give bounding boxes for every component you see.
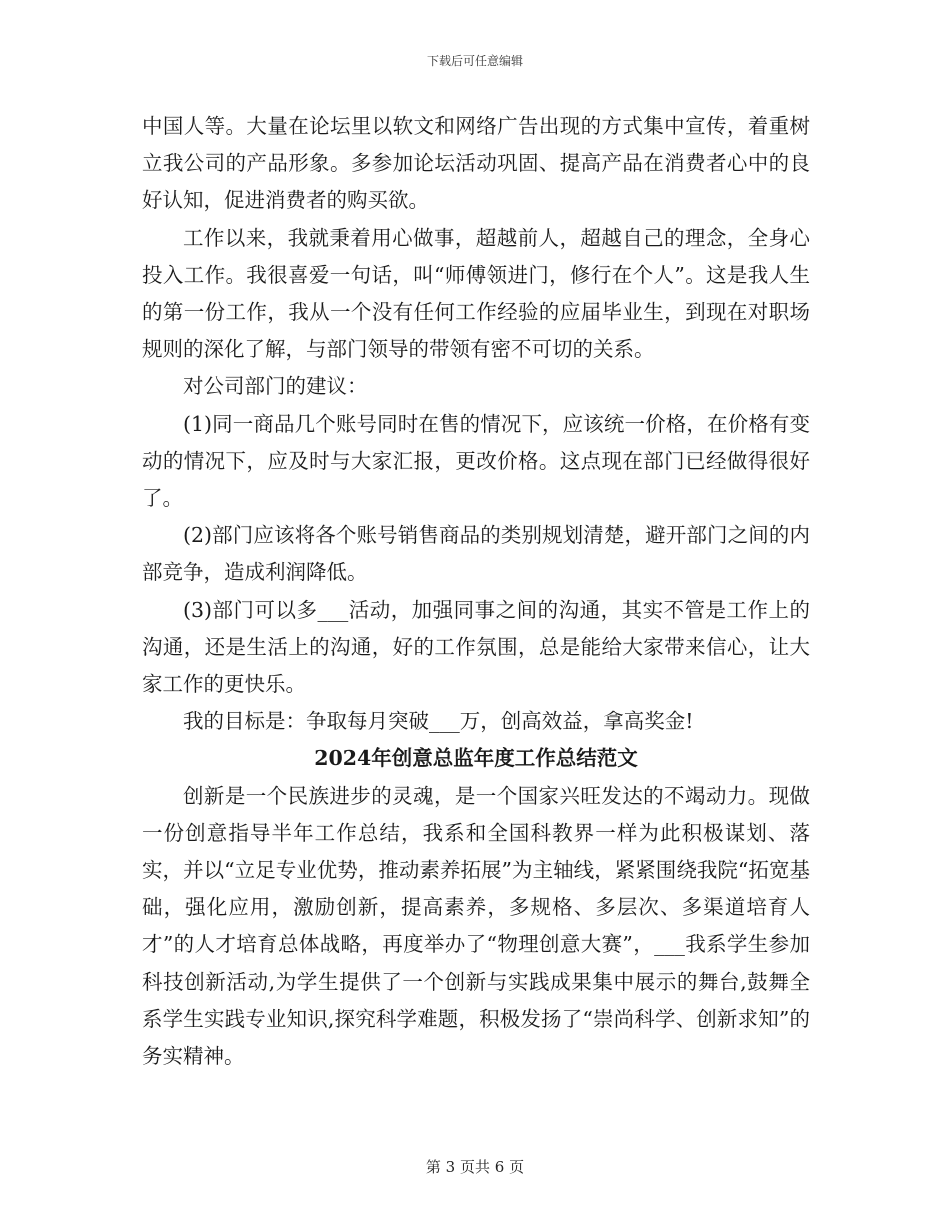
paragraph-suggestion-2: (2)部门应该将各个账号销售商品的类别规划清楚，避开部门之间的内部竞争，造成利润降低。 [142,523,810,585]
document-body [142,108,810,1075]
paragraph-suggestion-1: (1)同一商品几个账号同时在售的情况下，应该统一价格，在价格有变动的情况下，应及时与大家汇报，更改价格。这点现在部门已经做得很好了。 [142,411,810,511]
paragraph-suggestion-3: (3)部门可以多___活动，加强同事之间的沟通，其实不管是工作上的沟通，还是生活上的沟通，好的工作氛围，总是能给大家带来信心，让大家工作的更快乐。 [142,597,810,697]
paragraph-continuation: 中国人等。大量在论坛里以软文和网络广告出现的方式集中宣传，着重树立我公司的产品形象。多参加论坛活动巩固、提高产品在消费者心中的良好认知，促进消费者的购买欲。 [142,114,810,213]
section-title: 2024年创意总监年度工作总结范文 [314,746,638,771]
paragraph-goal: 我的目标是：争取每月突破___万，创高效益，拿高奖金! [183,709,694,734]
paragraph-work-attitude: 工作以来，我就秉着用心做事，超越前人，超越自己的理念，全身心投入工作。我很喜爱一句话，叫“师傅领进门，修行在个人”。这是我人生的第一份工作，我从一个没有任何工作经验的应届毕业生，到现在对职场规则的深化了解，与部门领导的带领有密不可切的关系。 [142,225,810,362]
paragraph-suggestions-heading: 对公司部门的建议： [183,374,368,399]
paragraph-innovation: 创新是一个民族进步的灵魂，是一个国家兴旺发达的不竭动力。现做一份创意指导半年工作总结，我系和全国科教界一样为此积极谋划、落实，并以“立足专业优势，推动素养拓展”为主轴线，紧紧围绕我院“拓宽基础，强化应用，激励创新，提高素养，多规格、多层次、多渠道培育人才”的人才培育总体战略，再度举办了“物理创意大赛”，___我系学生参加科技创新活动,为学生提供了一个创新与实践成果集中展示的舞台,鼓舞全系学生实践专业知识,探究科学难题，积极发扬了“崇尚科学、创新求知”的务实精神。 [142,783,810,1069]
page-footer: 第 3 页共 6 页 [425,1158,525,1176]
page-header: 下载后可任意编辑 [426,54,523,68]
